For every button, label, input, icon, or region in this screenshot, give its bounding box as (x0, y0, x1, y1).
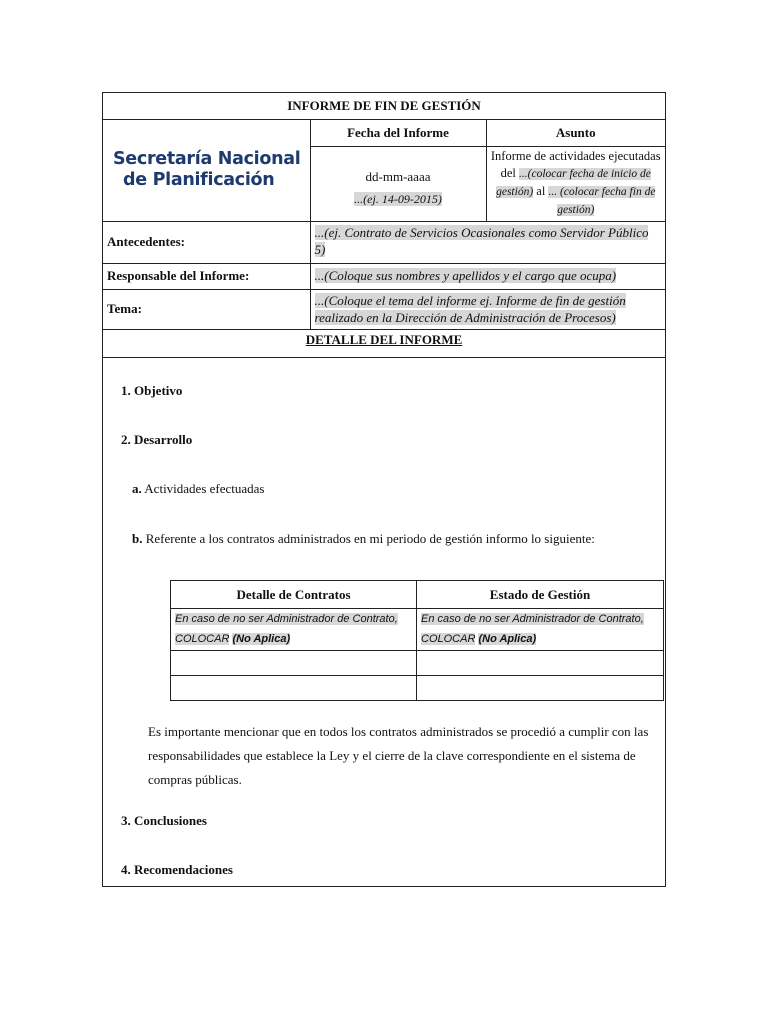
contracts-col-estado: Estado de Gestión (417, 581, 664, 609)
item-a: a. Actividades efectuadas (132, 481, 265, 496)
report-title: INFORME DE FIN DE GESTIÓN (103, 93, 665, 119)
table-cell (417, 651, 664, 676)
asunto-label: Asunto (486, 119, 665, 146)
responsable-cell (310, 263, 665, 289)
tema-label: Tema: (103, 289, 310, 329)
detalle-title: DETALLE DEL INFORME (305, 331, 463, 347)
asunto-cell: Informe de actividades ejecutadas del ...(colocar fecha de inicio de gestión) al ... (colocar fecha fin de gestión) (486, 146, 665, 221)
tema-value: ...(Coloque el tema del informe ej. Informe de fin de gestión realizado en la Dirección de Administración de Procesos) (314, 293, 626, 325)
fecha-cell (310, 146, 486, 221)
detalle-title-cell (103, 329, 665, 357)
asunto-start-date: ...(colocar fecha de inicio de gestión) (496, 168, 651, 198)
antecedentes-label: Antecedentes: (103, 221, 310, 263)
item-b: b. Referente a los contratos administrados en mi periodo de gestión informo lo siguiente: (132, 531, 595, 546)
fecha-label: Fecha del Informe (310, 119, 486, 146)
asunto-end-date: ... (colocar fecha fin de gestión) (548, 186, 656, 216)
report-form (102, 92, 666, 887)
fecha-value: dd-mm-aaaa (365, 168, 431, 184)
logo-cell (103, 119, 310, 221)
contracts-col-detalle: Detalle de Contratos (171, 581, 417, 609)
organization-logo: Secretaría Nacional de Planificación (113, 149, 301, 190)
antecedentes-cell (310, 221, 665, 263)
table-cell (417, 676, 664, 701)
asunto-text: Informe de actividades ejecutadas del (490, 149, 661, 180)
section-desarrollo: 2. Desarrollo (121, 432, 193, 447)
table-cell (171, 676, 417, 701)
contracts-cell-detalle: En caso de no ser Administrador de Contrato, COLOCAR (No Aplica) (171, 609, 417, 651)
closing-paragraph: Es importante mencionar que en todos los contratos administrados se procedió a cumplir con las responsabilidades que establece la Ley y el cierre de la clave correspondiente en el sistema de compras públicas. (148, 724, 649, 787)
responsable-label: Responsable del Informe: (103, 263, 310, 289)
tema-cell (310, 289, 665, 329)
section-conclusiones: 3. Conclusiones (121, 813, 207, 828)
contracts-cell-estado: En caso de no ser Administrador de Contrato, COLOCAR (No Aplica) (417, 609, 664, 651)
fecha-example: ...(ej. 14-09-2015) (354, 191, 442, 206)
contracts-table (170, 580, 664, 701)
table-cell (171, 651, 417, 676)
antecedentes-value: ...(ej. Contrato de Servicios Ocasionales como Servidor Público 5) (314, 224, 649, 257)
section-objetivo: 1. Objetivo (121, 383, 183, 398)
responsable-value: ...(Coloque sus nombres y apellidos y el cargo que ocupa) (314, 268, 617, 283)
section-recomendaciones: 4. Recomendaciones (121, 862, 233, 877)
header-table (103, 93, 665, 358)
